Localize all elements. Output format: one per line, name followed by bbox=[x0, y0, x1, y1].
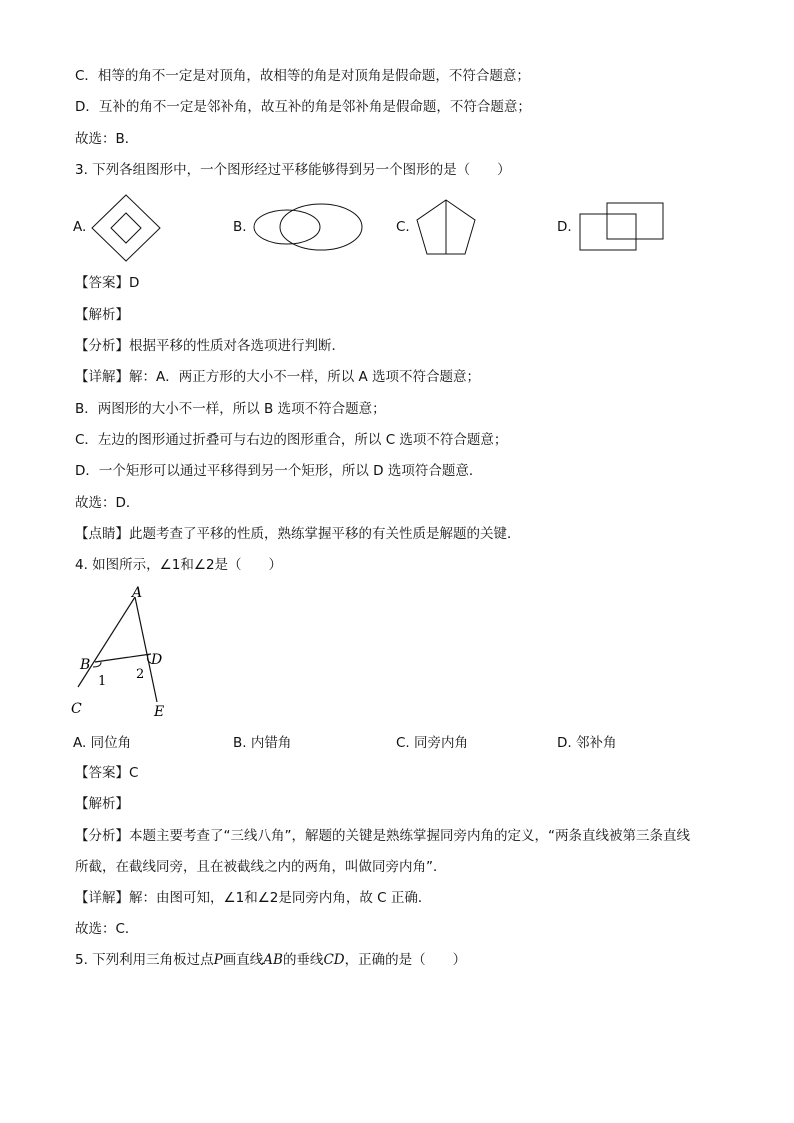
q4-detail: 【详解】解：由图可知，∠1和∠2是同旁内角，故 C 正确． bbox=[75, 890, 432, 906]
q5-var-p: P bbox=[213, 952, 223, 968]
q3-answer: 【答案】D bbox=[75, 275, 140, 291]
q3-option-a-label: A. bbox=[73, 219, 87, 235]
q5-stem bbox=[75, 950, 466, 970]
q3-option-b-figure bbox=[252, 203, 364, 253]
q4-option-b: B. 内错角 bbox=[233, 735, 292, 751]
q3-option-b-label: B. bbox=[233, 219, 247, 235]
q3-option-d-label: D. bbox=[557, 219, 572, 235]
q3-detail-b: B．两图形的大小不一样，所以 B 选项不符合题意； bbox=[75, 401, 386, 417]
q5-stem-part1: 5. 下列利用三角板过点 bbox=[75, 952, 214, 968]
q3-option-a-figure bbox=[90, 193, 162, 263]
prev-line-c: C．相等的角不一定是对顶角，故相等的角是对顶角是假命题，不符合题意； bbox=[75, 68, 530, 84]
q4-figure-label-a: A bbox=[132, 585, 143, 601]
q5-stem-part2: 画直线 bbox=[222, 952, 264, 968]
q4-choice: 故选：C． bbox=[75, 921, 139, 937]
q3-choice: 故选：D． bbox=[75, 495, 140, 511]
q4-fenxi-line1: 【分析】本题主要考查了“三线八角”，解题的关键是熟练掌握同旁内角的定义，“两条直线被第三条直线 bbox=[75, 828, 690, 844]
q4-figure-label-e: E bbox=[154, 704, 165, 720]
q3-option-d-figure bbox=[578, 201, 668, 253]
prev-line-d: D．互补的角不一定是邻补角，故互补的角是邻补角是假命题，不符合题意； bbox=[75, 99, 531, 115]
q5-stem-part3: 的垂线 bbox=[282, 952, 324, 968]
q5-var-ab: AB bbox=[263, 952, 283, 968]
q4-figure-label-angle1: 1 bbox=[98, 674, 107, 689]
q3-analysis-header: 【解析】 bbox=[75, 307, 129, 323]
prev-choice: 故选：B． bbox=[75, 131, 139, 147]
q4-answer: 【答案】C bbox=[75, 765, 139, 781]
q3-detail-c: C．左边的图形通过折叠可与右边的图形重合，所以 C 选项不符合题意； bbox=[75, 432, 508, 448]
q3-detail: 【详解】解：A．两正方形的大小不一样，所以 A 选项不符合题意； bbox=[75, 369, 481, 385]
q4-stem: 4. 如图所示，∠1和∠2是（ ） bbox=[75, 557, 283, 573]
q4-option-a: A. 同位角 bbox=[73, 735, 132, 751]
q4-fenxi-line2: 所截，在截线同旁，且在被截线之内的两角，叫做同旁内角”． bbox=[75, 859, 447, 875]
q4-figure bbox=[62, 583, 182, 723]
q4-figure-label-angle2: 2 bbox=[136, 667, 145, 682]
q3-stem: 3. 下列各组图形中，一个图形经过平移能够得到另一个图形的是（ ） bbox=[75, 162, 511, 178]
q3-fenxi: 【分析】根据平移的性质对各选项进行判断． bbox=[75, 338, 345, 354]
q3-option-c-figure bbox=[415, 198, 477, 256]
q5-var-cd: CD bbox=[323, 952, 345, 968]
q5-stem-part4: ，正确的是（ ） bbox=[344, 952, 467, 968]
q4-option-d: D. 邻补角 bbox=[557, 735, 617, 751]
q4-figure-label-d: D bbox=[151, 652, 163, 668]
q3-detail-d: D．一个矩形可以通过平移得到另一个矩形，所以 D 选项符合题意． bbox=[75, 463, 483, 479]
q3-option-c-label: C. bbox=[396, 219, 410, 235]
q4-figure-label-c: C bbox=[71, 701, 82, 717]
q4-analysis-header: 【解析】 bbox=[75, 796, 129, 812]
q4-option-c: C. 同旁内角 bbox=[396, 735, 469, 751]
q4-figure-label-b: B bbox=[80, 657, 91, 673]
q3-dianjing: 【点睛】此题考查了平移的性质，熟练掌握平移的有关性质是解题的关键． bbox=[75, 526, 521, 542]
